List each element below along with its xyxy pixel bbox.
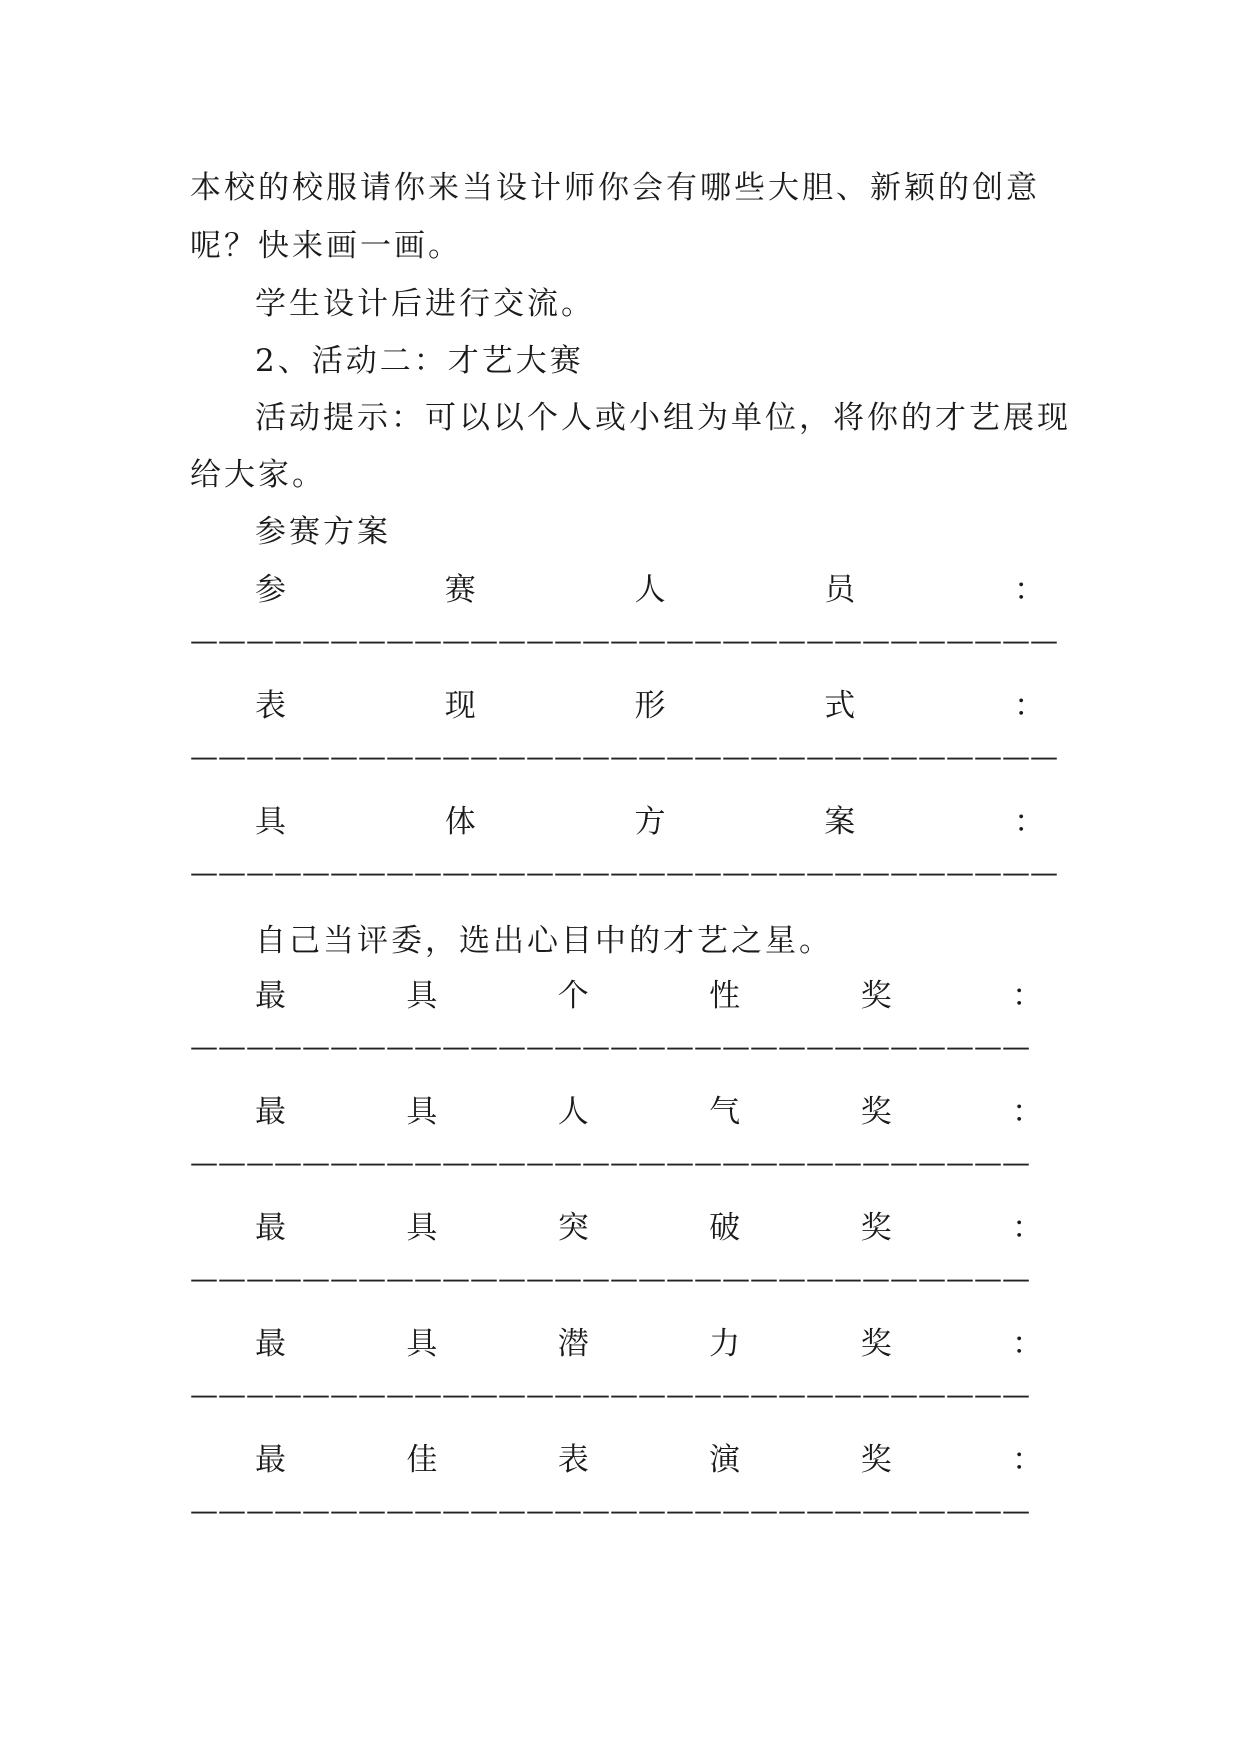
award-char: 奖 [860, 1094, 892, 1130]
award-char: 最 [255, 1210, 286, 1246]
award-char: 具 [406, 1326, 438, 1362]
award-best-performance-label [255, 1440, 1043, 1480]
award-char: 奖 [860, 1326, 892, 1362]
award-colon: ： [1011, 1442, 1043, 1478]
field-char: 方 [634, 804, 666, 840]
award-char: 奖 [860, 1442, 892, 1478]
award-char: 奖 [860, 1210, 892, 1246]
field-performance-form-label [255, 686, 1045, 726]
field-char: 案 [824, 804, 856, 840]
award-colon: ： [1011, 978, 1043, 1014]
field-specific-plan-label [255, 802, 1045, 842]
field-char: 具 [255, 804, 286, 840]
field-char: 形 [634, 688, 666, 724]
award-most-personality-blank: —————————————————————————————— [190, 1030, 1030, 1063]
award-char: 奖 [860, 978, 892, 1014]
award-char: 最 [255, 1442, 286, 1478]
award-char: 性 [709, 978, 741, 1014]
award-char: 个 [557, 978, 589, 1014]
field-specific-plan-blank: ——————————————————————————————— [190, 856, 1058, 889]
award-char: 人 [557, 1094, 589, 1130]
paragraph-activity-hint-line-2: 给大家。 [190, 457, 326, 493]
award-most-personality-label [255, 976, 1043, 1016]
field-char: 表 [255, 688, 286, 724]
award-char: 气 [709, 1094, 741, 1130]
paragraph-judge-instruction: 自己当评委，选出心目中的才艺之星。 [255, 923, 833, 959]
field-char: 体 [444, 804, 476, 840]
paragraph-activity-hint-line-1: 活动提示：可以以个人或小组为单位，将你的才艺展现 [255, 400, 1071, 436]
award-char: 破 [709, 1210, 741, 1246]
field-participants-label [255, 570, 1045, 610]
award-char: 最 [255, 1094, 286, 1130]
award-most-popular-label [255, 1092, 1043, 1132]
award-colon: ： [1011, 1210, 1043, 1246]
paragraph-entry-plan: 参赛方案 [255, 514, 391, 550]
award-char: 演 [709, 1442, 741, 1478]
field-participants-blank: ——————————————————————————————— [190, 624, 1058, 657]
field-performance-form-blank: ——————————————————————————————— [190, 740, 1058, 773]
award-colon: ： [1011, 1326, 1043, 1362]
award-best-performance-blank: —————————————————————————————— [190, 1494, 1030, 1527]
award-most-breakthrough-label [255, 1208, 1043, 1248]
award-char: 具 [406, 978, 438, 1014]
field-char: 式 [824, 688, 856, 724]
award-most-breakthrough-blank: —————————————————————————————— [190, 1262, 1030, 1295]
field-colon: ： [1014, 572, 1045, 608]
award-char: 最 [255, 978, 286, 1014]
award-char: 具 [406, 1210, 438, 1246]
award-char: 具 [406, 1094, 438, 1130]
award-most-popular-blank: —————————————————————————————— [190, 1146, 1030, 1179]
award-char: 表 [557, 1442, 589, 1478]
award-char: 潜 [557, 1326, 589, 1362]
award-char: 力 [709, 1326, 741, 1362]
award-char: 佳 [406, 1442, 438, 1478]
field-char: 现 [444, 688, 476, 724]
field-colon: ： [1014, 688, 1045, 724]
award-char: 最 [255, 1326, 286, 1362]
award-colon: ： [1011, 1094, 1043, 1130]
field-char: 赛 [444, 572, 476, 608]
award-most-potential-label [255, 1324, 1043, 1364]
paragraph-uniform-design-line-2: 呢？快来画一画。 [190, 228, 462, 264]
award-char: 突 [557, 1210, 589, 1246]
field-colon: ： [1014, 804, 1045, 840]
field-char: 参 [255, 572, 286, 608]
section-heading-talent-contest: 2、活动二：才艺大赛 [255, 343, 584, 379]
field-char: 人 [634, 572, 666, 608]
field-char: 员 [824, 572, 856, 608]
paragraph-uniform-design-line-1: 本校的校服请你来当设计师你会有哪些大胆、新颖的创意 [190, 170, 1040, 206]
award-most-potential-blank: —————————————————————————————— [190, 1378, 1030, 1411]
paragraph-student-exchange: 学生设计后进行交流。 [255, 286, 595, 322]
